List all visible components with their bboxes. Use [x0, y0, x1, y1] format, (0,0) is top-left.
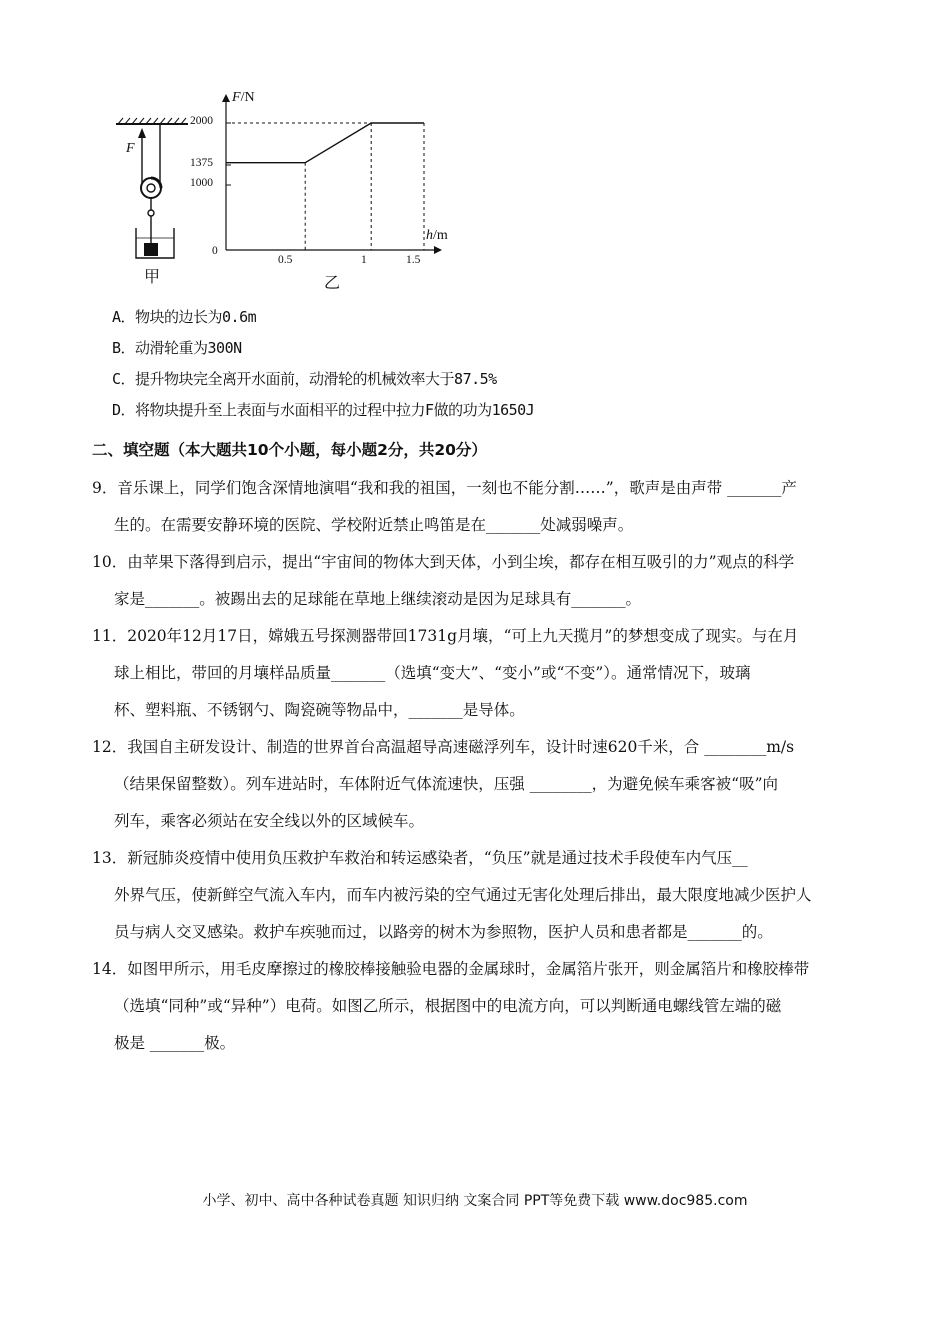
- pulley-apparatus: [116, 118, 188, 258]
- y-axis-symbol: F: [232, 90, 241, 105]
- x-tick-0-5: 0.5: [278, 254, 293, 266]
- x-axis-unit: /m: [433, 228, 448, 243]
- question-line: 生的。在需要安静环境的医院、学校附近禁止鸣笛是在_______处减弱噪声。: [114, 516, 634, 534]
- question-line: 13．新冠肺炎疫情中使用负压救护车救治和转运感染者，“负压”就是通过技术手段使车内气压__: [92, 849, 748, 867]
- question-13: [92, 840, 870, 951]
- option-d: D．将物块提升至上表面与水面相平的过程中拉力F做的功为1650J: [112, 401, 535, 419]
- question-line: 外界气压，使新鲜空气流入车内，而车内被污染的空气通过无害化处理后排出，最大限度地减少医护人: [114, 886, 812, 904]
- y-axis-unit: /N: [240, 90, 255, 105]
- plot-layer: [226, 123, 424, 250]
- question-line: 14．如图甲所示，用毛皮摩擦过的橡胶棒接触验电器的金属球时，金属箔片张开，则金属箔片和橡胶棒带: [92, 960, 810, 978]
- question-line: 杯、塑料瓶、不锈钢勺、陶瓷碗等物品中，_______是导体。: [114, 701, 525, 719]
- figure: [108, 88, 468, 298]
- answer-options: [112, 302, 872, 426]
- question-line: 家是_______。被踢出去的足球能在草地上继续滚动是因为足球具有_______。: [114, 590, 642, 608]
- question-9: [92, 470, 870, 544]
- question-10: [92, 544, 870, 618]
- figure-label-yi: 乙: [324, 273, 341, 292]
- question-line: 11．2020年12月17日，嫦娥五号探测器带回1731g月壤，“可上九天揽月”的梦想变成了现实。与在月: [92, 627, 799, 645]
- question-line: 球上相比，带回的月壤样品质量_______（选填“变大”、“变小”或“不变”）。通常情况下，玻璃: [114, 664, 751, 682]
- question-line: 12．我国自主研发设计、制造的世界首台高温超导高速磁浮列车，设计时速620千米，合 ________m/s: [92, 738, 795, 756]
- option-a: A．物块的边长为0.6m: [112, 308, 257, 326]
- section-title: 二、填空题（本大题共10个小题，每小题2分，共20分）: [92, 441, 487, 459]
- y-axis-title: [232, 90, 255, 106]
- question-line: 9．音乐课上，同学们饱含深情地演唱“我和我的祖国，一刻也不能分割……”，歌声是由声带 _______产: [92, 479, 797, 497]
- y-tick-1000: 1000: [190, 177, 213, 189]
- page-footer: 小学、初中、高中各种试卷真题 知识归纳 文案合同 PPT等免费下载 www.doc985.com: [202, 1193, 748, 1209]
- y-tick-0: 0: [212, 245, 218, 257]
- question-line: 列车，乘客必须站在安全线以外的区域候车。: [114, 812, 425, 830]
- question-14: [92, 951, 870, 1062]
- question-line: 极是 _______极。: [114, 1034, 236, 1052]
- question-11: [92, 618, 870, 729]
- question-12: [92, 729, 870, 840]
- question-line: 员与病人交叉感染。救护车疾驰而过，以路旁的树木为参照物，医护人员和患者都是_______的。: [114, 923, 773, 941]
- force-height-line: [226, 123, 424, 163]
- figure-label-jia: 甲: [144, 267, 161, 286]
- question-list: [92, 470, 870, 1062]
- graph-axes: [222, 94, 442, 254]
- figure-drawing: [108, 88, 468, 298]
- question-line: 10．由苹果下落得到启示，提出“宇宙间的物体大到天体，小到尘埃，都存在相互吸引的力”观点的科学: [92, 553, 795, 571]
- question-line: （选填“同种”或“异种”）电荷。如图乙所示，根据图中的电流方向，可以判断通电螺线管左端的磁: [114, 997, 782, 1015]
- x-axis-title: [426, 228, 448, 244]
- y-tick-1375: 1375: [190, 157, 213, 169]
- force-label: F: [126, 141, 135, 156]
- option-c: C．提升物块完全离开水面前，动滑轮的机械效率大于87.5%: [112, 370, 497, 388]
- y-tick-2000: 2000: [190, 115, 213, 127]
- x-tick-1: 1: [361, 254, 367, 266]
- x-tick-1-5: 1.5: [406, 254, 421, 266]
- option-b: B．动滑轮重为300N: [112, 339, 242, 357]
- question-line: （结果保留整数）。列车进站时，车体附近气体流速快，压强 ________，为避免候车乘客被“吸”向: [114, 775, 779, 793]
- x-axis-symbol: h: [426, 228, 433, 243]
